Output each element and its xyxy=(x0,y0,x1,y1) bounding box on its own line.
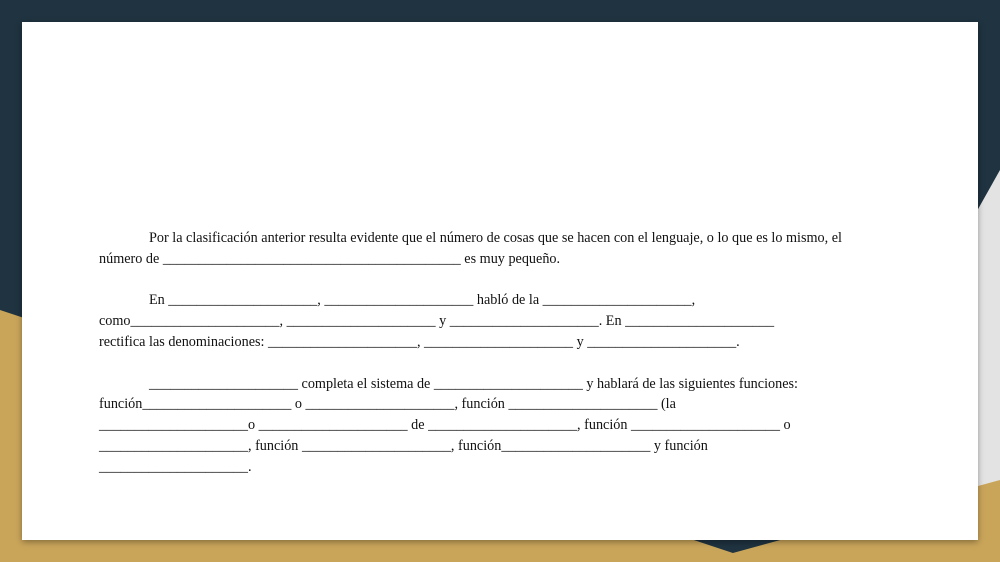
text-line: _____________________o _____________________ de _____________________, función _____________________ o xyxy=(99,417,791,434)
text-line: función_____________________ o _____________________, función _____________________ (la xyxy=(99,396,676,413)
text-line: rectifica las denominaciones: _____________________, _____________________ y _____________________. xyxy=(99,333,740,350)
paragraph-3 xyxy=(99,374,899,478)
paragraph-2 xyxy=(99,290,899,352)
text-line: _____________________ completa el sistema de _____________________ y hablará de las siguientes funciones: xyxy=(149,375,798,392)
paragraph-1 xyxy=(99,228,899,270)
text-line: como_____________________, _____________________ y _____________________. En _____________________ xyxy=(99,313,775,330)
document-text xyxy=(99,228,899,478)
slide-canvas xyxy=(22,22,978,540)
text-line: _____________________. xyxy=(99,458,252,475)
paragraph-spacer xyxy=(99,270,899,291)
text-line: _____________________, función _____________________, función_____________________ y función xyxy=(99,437,708,454)
text-line: En _____________________, _____________________ habló de la _____________________, xyxy=(149,292,696,309)
text-line: Por la clasificación anterior resulta evidente que el número de cosas que se hacen con el lenguaje, o lo que es lo mismo, el xyxy=(149,230,842,246)
paragraph-spacer xyxy=(99,353,899,374)
text-line: número de __________________________________________ es muy pequeño. xyxy=(99,250,561,267)
